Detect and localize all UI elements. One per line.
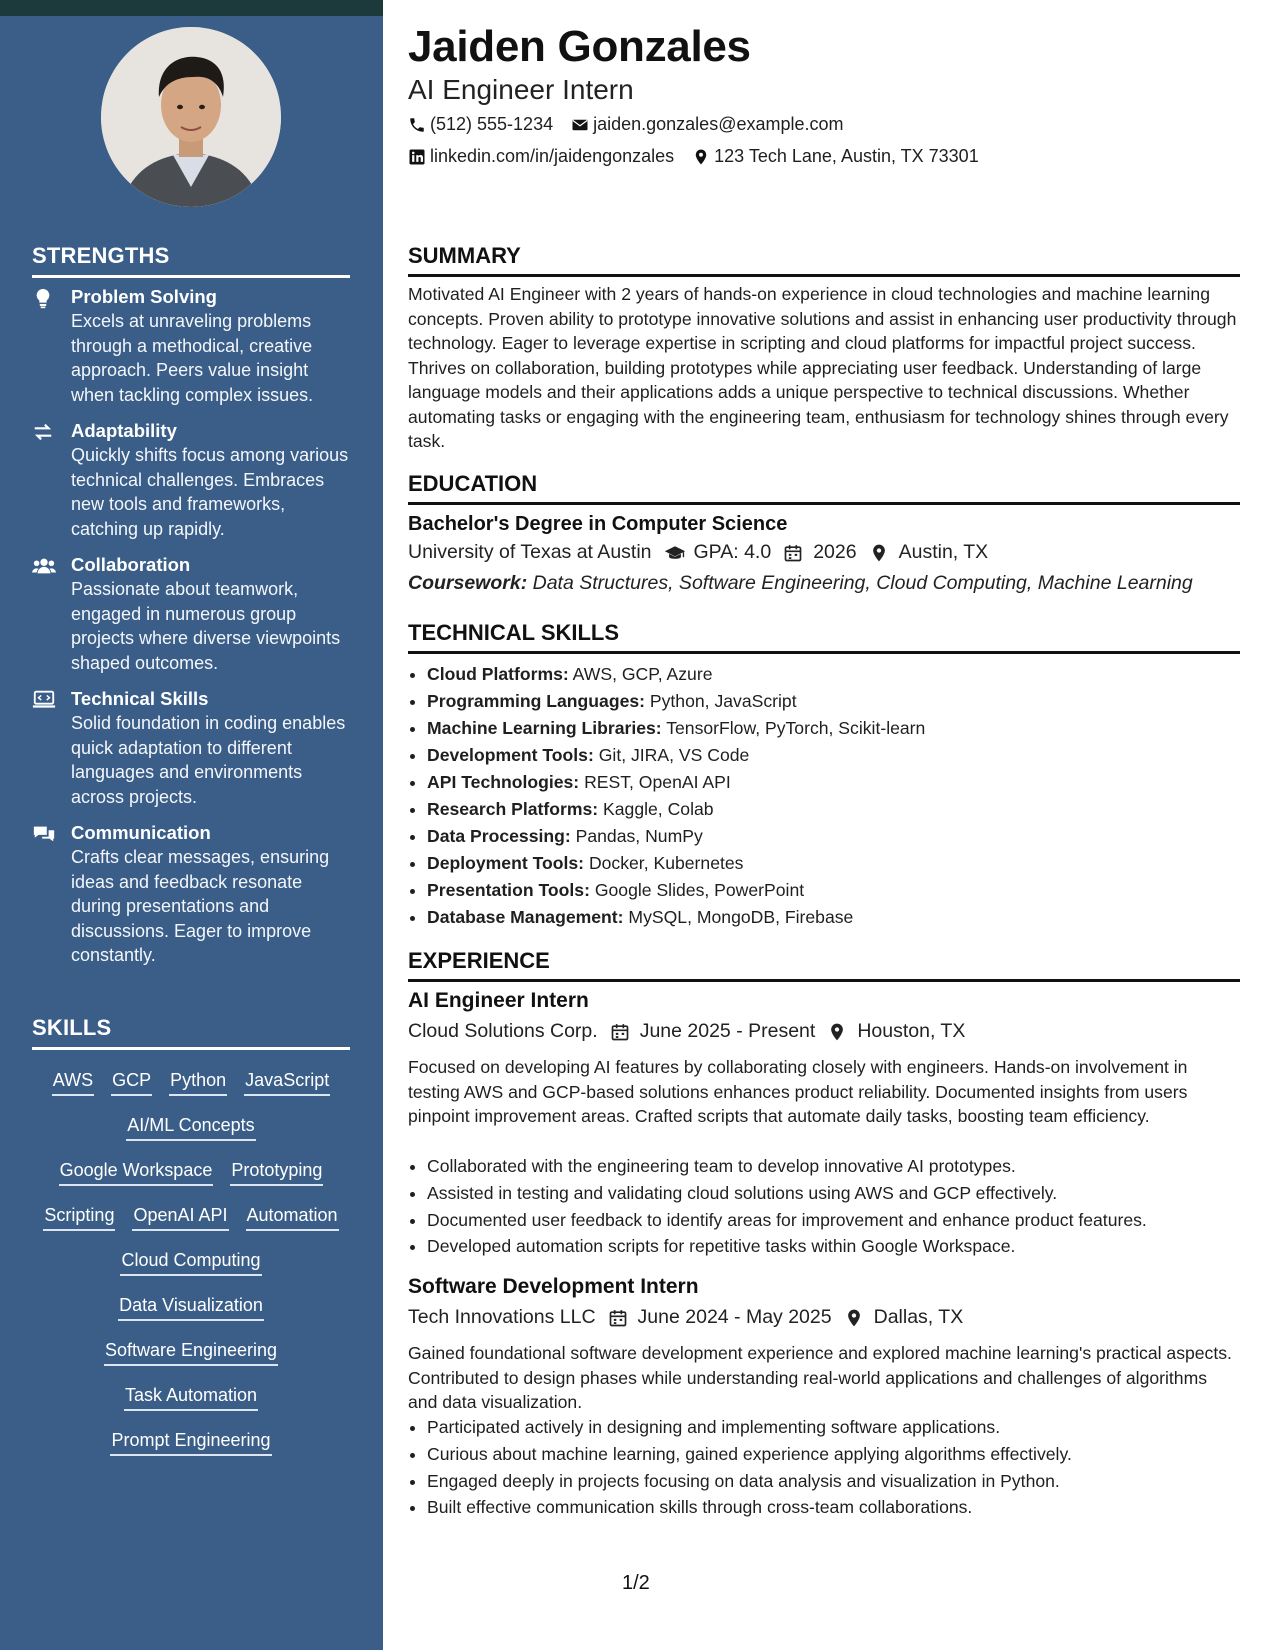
skill-tag: Data Visualization [118,1293,264,1321]
candidate-name: Jaiden Gonzales [408,22,751,71]
avatar [101,27,281,207]
location-pin-icon [844,1308,864,1328]
strength-description: Passionate about teamwork, engaged in numerous group projects where diverse viewpoints shaped outcomes. [71,579,341,673]
skill-values: Python, JavaScript [649,691,797,711]
job-meta [408,1020,965,1043]
strength-item [32,553,352,675]
coursework-line [408,572,1193,595]
skill-row [30,1203,352,1248]
skill-row [30,1158,352,1203]
strength-item [32,285,352,407]
skill-item [427,877,1259,904]
job-bullet: • Participated actively in designing and implementing software applications. [427,1414,1259,1441]
company-name: Cloud Solutions Corp. [408,1020,598,1042]
skill-values: Google Slides, PowerPoint [594,880,805,900]
strength-item [32,419,352,541]
skill-item [427,742,1259,769]
page-number: 1/2 [622,1572,650,1594]
skill-item [427,769,1259,796]
calendar-icon [783,543,803,563]
company-name: Tech Innovations LLC [408,1306,596,1328]
skill-category: Deployment Tools: [427,853,585,873]
job-bullet: • Curious about machine learning, gained experience applying algorithms effectively. [427,1441,1259,1468]
job-bullets [408,1153,1259,1260]
job-title: AI Engineer Intern [408,74,634,105]
skill-values: AWS, GCP, Azure [572,664,713,684]
skill-category: Research Platforms: [427,799,599,819]
job-title: AI Engineer Intern [408,989,589,1012]
education-location: Austin, TX [898,541,989,563]
skill-tag: Python [169,1068,227,1096]
education-heading: EDUCATION [408,471,1240,505]
contact-row [408,146,997,167]
laptop-code-icon [32,689,56,711]
strength-description: Excels at unraveling problems through a methodical, creative approach. Peers value insight when tackling complex issues. [71,311,314,405]
skill-tag: Prototyping [230,1158,323,1186]
job-bullet: • Collaborated with the engineering team to develop innovative AI prototypes. [427,1153,1259,1180]
skill-category: Database Management: [427,907,624,927]
skill-tag: Automation [246,1203,339,1231]
skill-values: Docker, Kubernetes [588,853,744,873]
job-bullets [408,1414,1259,1521]
sidebar [0,0,383,1650]
skill-item [427,715,1259,742]
address-contact [692,146,979,167]
skill-values: Pandas, NumPy [575,826,703,846]
skill-category: Cloud Platforms: [427,664,569,684]
calendar-icon [610,1022,630,1042]
strength-title: Technical Skills [71,688,209,709]
job-summary: Gained foundational software development experience and explored machine learning's practical aspects. Contributed to design phases while understanding real-world applications and challenges of algorithms and data visualization. [408,1343,1232,1412]
location-pin-icon [692,148,710,166]
calendar-icon [608,1308,628,1328]
skill-row [30,1068,352,1113]
skill-tag: Prompt Engineering [110,1428,271,1456]
skill-item [427,661,1259,688]
strengths-heading: STRENGTHS [32,243,350,278]
skill-category: API Technologies: [427,772,580,792]
job-bullet: • Assisted in testing and validating cloud solutions using AWS and GCP effectively. [427,1180,1259,1207]
skills-heading: SKILLS [32,1015,350,1050]
skill-item [427,688,1259,715]
strength-title: Communication [71,822,211,843]
linkedin-icon [408,148,426,166]
strength-item [32,687,352,809]
phone-icon [408,116,426,134]
strength-title: Problem Solving [71,286,217,307]
skills-tags [30,1068,352,1473]
email-link[interactable]: jaiden.gonzales@example.com [593,114,844,134]
skill-values: MySQL, MongoDB, Firebase [628,907,854,927]
job-bullet: • Engaged deeply in projects focusing on data analysis and visualization in Python. [427,1468,1259,1495]
skill-values: Kaggle, Colab [603,799,714,819]
graduation-cap-icon [664,543,684,563]
skill-row [30,1248,352,1293]
skill-row [30,1113,352,1158]
skill-item [427,904,1259,931]
lightbulb-icon [32,287,56,309]
skill-category: Programming Languages: [427,691,645,711]
job-location: Dallas, TX [873,1306,964,1328]
skill-category: Development Tools: [427,745,594,765]
skill-values: REST, OpenAI API [584,772,731,792]
skill-category: Presentation Tools: [427,880,590,900]
strength-title: Adaptability [71,420,177,441]
experience-heading: EXPERIENCE [408,948,1240,982]
address-text: 123 Tech Lane, Austin, TX 73301 [714,146,979,166]
gpa-text: GPA: 4.0 [693,541,772,563]
sidebar-top-bar [0,0,383,16]
strength-item [32,821,352,968]
degree-title: Bachelor's Degree in Computer Science [408,513,788,535]
skill-tag: Software Engineering [104,1338,278,1366]
contact-row [408,114,862,135]
skill-item [427,850,1259,877]
job-bullet: • Documented user feedback to identify areas for improvement and enhance product features. [427,1207,1259,1234]
strength-title: Collaboration [71,554,191,575]
strength-description: Crafts clear messages, ensuring ideas and feedback resonate during presentations and discussions. Eager to improve constantly. [71,847,330,965]
chat-bubbles-icon [32,823,56,845]
summary-text: Motivated AI Engineer with 2 years of hands-on experience in cloud technologies and machine learning concepts. Proven ability to prototype innovative solutions and assist in enhancing user productivity through technology. Eager to leverage expertise in scripting and cloud platforms for impactful project success. Thrives on collaboration, building prototypes while appreciating user feedback. Understanding of large language models and their applications adds a unique perspective to technical discussions. Whether automating tasks or engaging with the engineering team, enthusiasm for technology shines through every task. [408,284,1237,451]
skill-category: Data Processing: [427,826,571,846]
skill-tag: Google Workspace [59,1158,214,1186]
skill-item [427,823,1259,850]
skill-row [30,1338,352,1383]
skill-tag: JavaScript [244,1068,330,1096]
job-dates: June 2024 - May 2025 [637,1306,832,1328]
coursework-list: Data Structures, Software Engineering, Cloud Computing, Machine Learning [532,572,1193,594]
technical-skills-list [408,661,1259,931]
linkedin-contact[interactable] [408,146,674,167]
job-bullet: • Developed automation scripts for repetitive tasks within Google Workspace. [427,1233,1259,1260]
technical-skills-heading: TECHNICAL SKILLS [408,620,1240,654]
location-pin-icon [869,543,889,563]
email-contact[interactable] [571,114,843,135]
education-meta [408,541,988,564]
skill-tag: AWS [52,1068,94,1096]
skill-values: Git, JIRA, VS Code [598,745,750,765]
skill-values: TensorFlow, PyTorch, Scikit-learn [666,718,926,738]
job-bullet: • Built effective communication skills through cross-team collaborations. [427,1494,1259,1521]
skill-row [30,1428,352,1473]
skill-tag: Cloud Computing [120,1248,261,1276]
skill-tag: Scripting [43,1203,115,1231]
graduation-year: 2026 [813,541,857,563]
strength-description: Quickly shifts focus among various technical challenges. Embraces new tools and frameworks, catching up rapidly. [71,445,349,539]
phone-number: (512) 555-1234 [430,114,554,134]
location-pin-icon [827,1022,847,1042]
skill-tag: GCP [111,1068,152,1096]
strengths-list [32,285,352,980]
job-title: Software Development Intern [408,1275,699,1298]
phone-contact [408,114,553,135]
skill-tag: OpenAI API [132,1203,228,1231]
coursework-label: Coursework: [408,572,528,594]
school-name: University of Texas at Austin [408,541,652,563]
skill-category: Machine Learning Libraries: [427,718,662,738]
linkedin-link[interactable]: linkedin.com/in/jaidengonzales [430,146,675,166]
envelope-icon [571,116,589,134]
strength-description: Solid foundation in coding enables quick adaptation to different languages and environments across projects. [71,713,346,807]
skill-tag: AI/ML Concepts [126,1113,255,1141]
swap-arrows-icon [32,421,56,443]
skill-row [30,1293,352,1338]
job-location: Houston, TX [857,1020,966,1042]
people-group-icon [32,555,56,577]
skill-tag: Task Automation [124,1383,258,1411]
skill-item [427,796,1259,823]
job-summary: Focused on developing AI features by collaborating closely with engineers. Hands-on involvement in testing AWS and GCP-based solutions enhances product reliability. Documented insights from users pinpoint improvement areas. Crafted scripts that automate daily tasks, boosting team efficiency. [408,1057,1188,1126]
job-dates: June 2025 - Present [639,1020,816,1042]
skill-row [30,1383,352,1428]
job-meta [408,1306,963,1329]
summary-heading: SUMMARY [408,243,1240,277]
